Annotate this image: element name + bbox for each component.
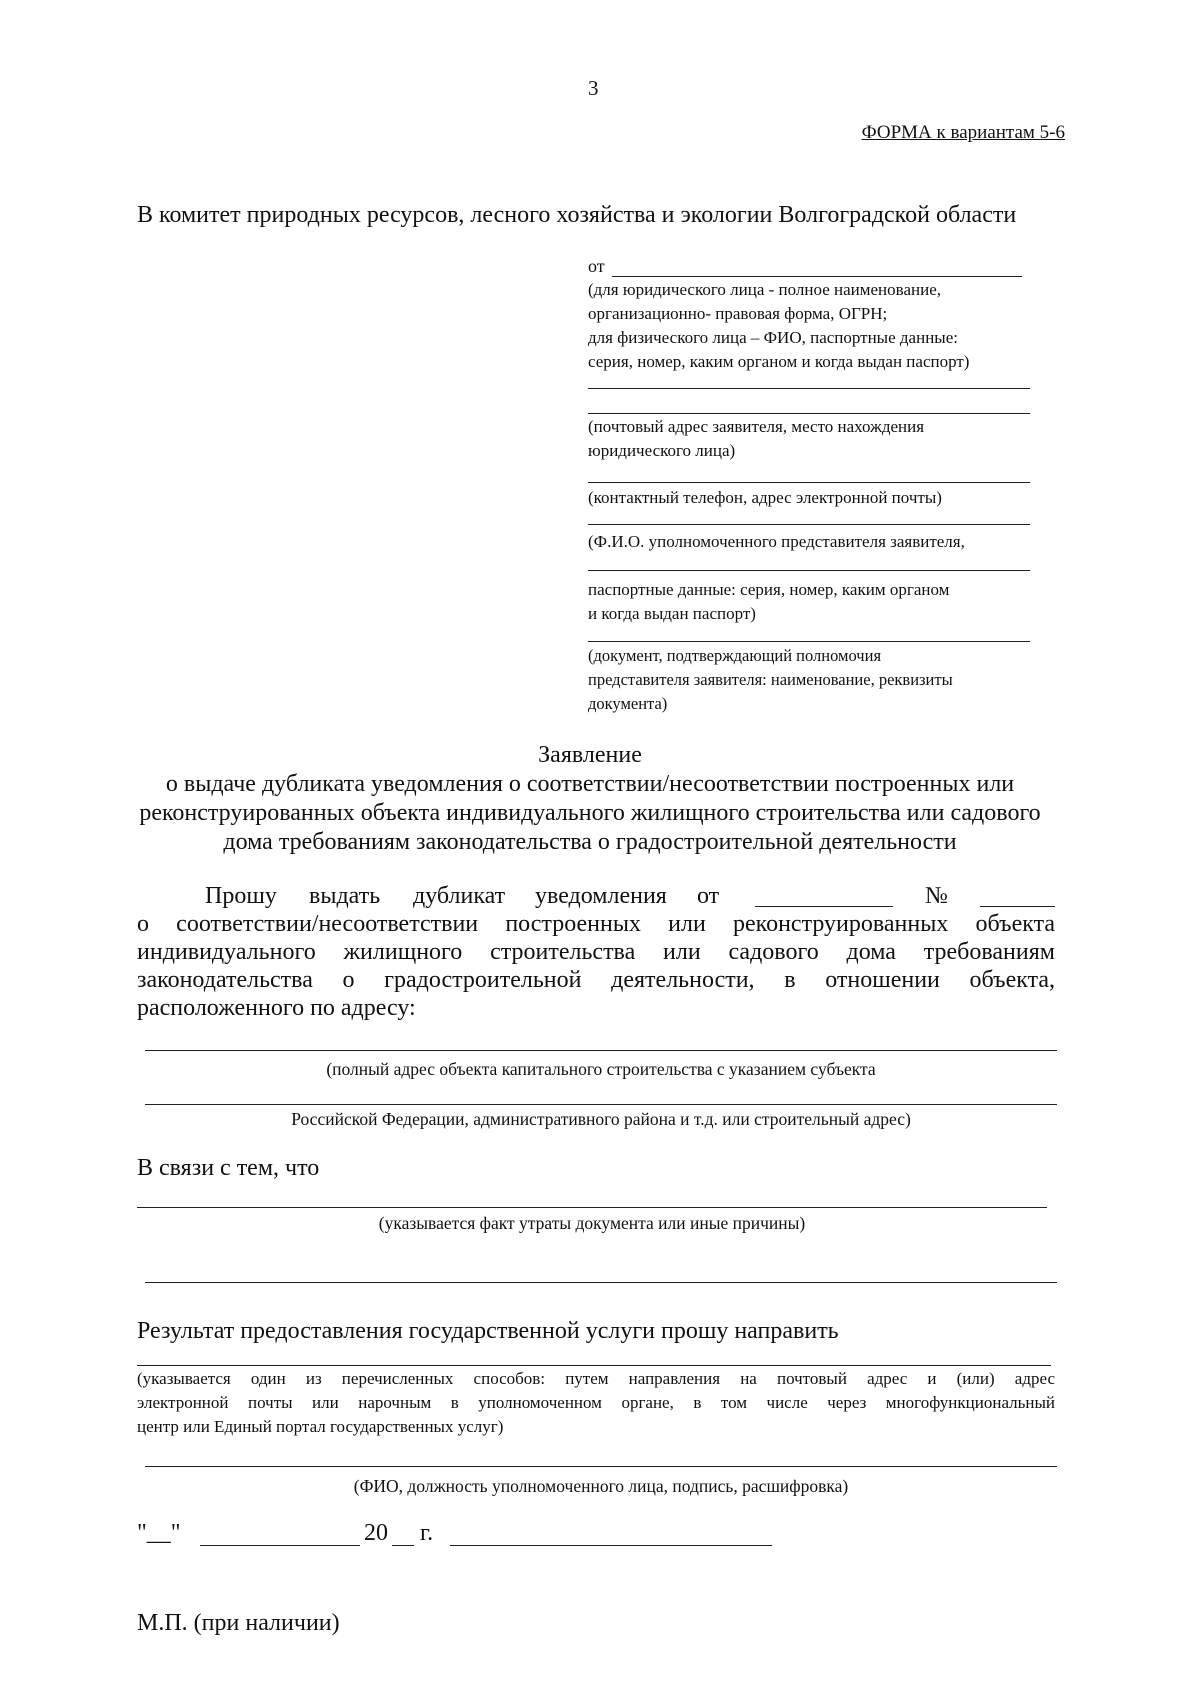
contacts-hint: (контактный телефон, адрес электронной почты) [588, 488, 942, 507]
address-field-line-2[interactable] [145, 1104, 1057, 1105]
form-label: ФОРМА к вариантам 5-6 [861, 122, 1065, 143]
passport-hint: паспортные данные: серия, номер, каким органом и когда выдан паспорт) [588, 580, 950, 623]
statement-title: Заявление о выдаче дубликата уведомления о соответствии/несоответствии построенных или реконструированных объекта индивидуального жилищного строительства или садового дома требованиям законодательства о градостроительной деятельности [110, 741, 1070, 857]
document-field-line[interactable] [588, 641, 1030, 642]
date-year-field[interactable] [392, 1545, 414, 1546]
postal-field-line[interactable] [588, 413, 1030, 414]
signature-field-line[interactable] [145, 1466, 1057, 1467]
representative-field-line[interactable] [588, 524, 1030, 525]
representative-hint: (Ф.И.О. уполномоченного представителя заявителя, [588, 532, 965, 551]
address-field-line[interactable] [145, 1050, 1057, 1051]
date-extra-field[interactable] [450, 1545, 772, 1546]
contacts-field-line[interactable] [588, 482, 1030, 483]
result-label: Результат предоставления государственной услуги прошу направить [137, 1318, 839, 1344]
result-hint: (указывается один из перечисленных способов: путем направления на почтовый адрес и (или) адрес электронной почты или нарочным в уполномоченном органе, в том числе через многофункциональный центр или Единый портал государственных услуг) [137, 1369, 1055, 1436]
document-hint: (документ, подтверждающий полномочия представителя заявителя: наименование, реквизиты документа) [588, 646, 953, 713]
notice-number-field[interactable] [980, 906, 1055, 907]
seal-label: М.П. (при наличии) [137, 1610, 340, 1636]
statement-heading: Заявление [538, 742, 642, 768]
reason-hint: (указывается факт утраты документа или иные причины) [378, 1213, 806, 1233]
signature-hint: (ФИО, должность уполномоченного лица, подпись, расшифровка) [353, 1476, 849, 1496]
date-year-suffix: г. [420, 1520, 434, 1546]
number-sign: № [925, 883, 948, 909]
reason-field-line[interactable] [137, 1207, 1047, 1208]
notice-date-field[interactable] [755, 906, 893, 907]
page-number: 3 [588, 76, 599, 100]
request-paragraph: Прошу выдать дубликат уведомления от № о соответствии/несоответствии построенных или реконструированных объекта индивидуального жилищного строительства или садового дома требованиям законодательства о градостроительной деятельности, в отношении объекта, расположенного по адресу: [137, 883, 1055, 1021]
address-hint-2: Российской Федерации, административного района и т.д. или строительный адрес) [291, 1109, 911, 1129]
reason-field-line-2[interactable] [145, 1282, 1057, 1283]
date-year-prefix: 20 [364, 1520, 388, 1546]
postal-hint: (почтовый адрес заявителя, место нахождения юридического лица) [588, 417, 925, 460]
applicant-field-line-2[interactable] [588, 388, 1030, 389]
result-field-line[interactable] [137, 1365, 1051, 1366]
address-hint-1: (полный адрес объекта капитального строительства с указанием субъекта [326, 1059, 876, 1079]
from-prefix: от [588, 256, 605, 276]
reason-label: В связи с тем, что [137, 1155, 320, 1181]
applicant-field-line[interactable] [612, 276, 1022, 277]
date-day[interactable]: "__" [137, 1520, 181, 1546]
date-month-field[interactable] [200, 1545, 360, 1546]
representative-field-line-2[interactable] [588, 570, 1030, 571]
addressee: В комитет природных ресурсов, лесного хозяйства и экологии Волгоградской области [137, 202, 1017, 228]
applicant-hint: (для юридического лица - полное наименование, организационно- правовая форма, ОГРН; для физического лица – ФИО, паспортные данные: серия, номер, каким органом и когда выдан паспорт) [588, 280, 970, 371]
